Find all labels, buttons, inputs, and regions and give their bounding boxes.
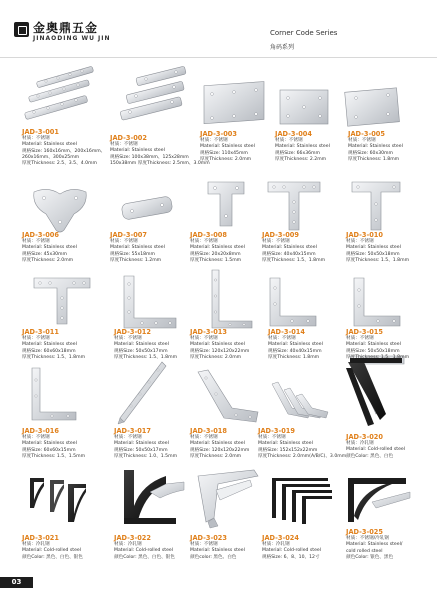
product-caption-jad-3-004 — [275, 130, 355, 163]
product-caption-jad-3-021 — [22, 534, 102, 561]
caption-line: 规格Size: 45x30mm — [22, 251, 67, 257]
caption-line: 规格Size: 60x60x18mm — [22, 348, 76, 354]
caption-line: 材质：不锈钢 — [190, 542, 218, 547]
product-code: JAD-3-025 — [346, 528, 383, 536]
product-caption-jad-3-015 — [346, 328, 426, 361]
caption-line: 材质：冷轧钢 — [114, 542, 142, 547]
product-caption-jad-3-002 — [110, 134, 210, 167]
caption-line: 规格Size: 40x40x15mm — [268, 348, 322, 354]
caption-line: 材质：不锈钢 — [22, 435, 50, 440]
product-image-jad-3-005 — [342, 84, 402, 128]
caption-line: 厚度Thickness: 2.0mm — [22, 257, 74, 263]
product-code: JAD-3-018 — [190, 427, 227, 435]
product-image-jad-3-010 — [350, 178, 402, 232]
product-code: JAD-3-003 — [200, 130, 237, 138]
caption-line: 材质：冷轧钢 — [346, 441, 374, 446]
product-code: JAD-3-009 — [262, 231, 299, 239]
product-code: JAD-3-004 — [275, 130, 312, 138]
product-code: JAD-3-008 — [190, 231, 227, 239]
brand-name-chinese: 金奥鼎五金 — [33, 21, 99, 35]
product-image-jad-3-015 — [352, 276, 402, 328]
product-image-jad-3-009 — [266, 178, 322, 232]
caption-line: 材质：不锈钢 — [110, 142, 138, 147]
caption-line: Material: Cold-rolled steel — [262, 548, 322, 554]
product-code: JAD-3-021 — [22, 534, 59, 542]
caption-line: 规格Size: 50x50x18mm — [346, 348, 400, 354]
product-image-jad-3-021 — [26, 474, 92, 526]
caption-line: Material: Stainless steel — [200, 144, 255, 150]
caption-line: 材质：不锈钢 — [258, 435, 286, 440]
caption-line: 材质：不锈钢 — [262, 239, 290, 244]
caption-line: 厚度Thickness: 1.5、1.8mm — [346, 257, 410, 263]
caption-line: 厚度Thickness: 2.0mm(A/B/C)、3.0mm — [258, 453, 347, 459]
caption-line: 规格Size: 6、8、10、12寸 — [262, 554, 320, 560]
product-image-jad-3-008 — [206, 178, 246, 230]
caption-line: 厚度Thickness: 1.0、1.5mm — [114, 453, 178, 459]
product-code: JAD-3-010 — [346, 231, 383, 239]
caption-line: 材质：冷轧钢 — [262, 542, 290, 547]
product-code: JAD-3-024 — [262, 534, 299, 542]
caption-line: 材质：不锈钢 — [22, 136, 50, 141]
caption-line: 材质：不锈钢 — [268, 336, 296, 341]
product-caption-jad-3-012 — [114, 328, 194, 361]
product-code: JAD-3-017 — [114, 427, 151, 435]
product-image-jad-3-006 — [28, 184, 92, 236]
caption-line: 材质：不锈钢 — [22, 239, 50, 244]
caption-line: 材质：不锈钢 — [22, 336, 50, 341]
caption-line: 材质：不锈钢 — [275, 138, 303, 143]
caption-line: 规格Size: 40x40x15mm — [262, 251, 316, 257]
caption-line: 厚度Thickness: 2.0mm — [190, 354, 242, 360]
product-code: JAD-3-016 — [22, 427, 59, 435]
product-image-jad-3-001 — [22, 66, 102, 124]
caption-line: 材质：不锈钢 — [110, 239, 138, 244]
caption-line: 材质：不锈钢 — [114, 336, 142, 341]
caption-line: Material: Stainless steel/ — [346, 542, 403, 548]
product-image-jad-3-011 — [32, 276, 92, 326]
caption-line: Material: Stainless steel — [258, 441, 313, 447]
caption-line: Material: Stainless steel — [190, 245, 245, 251]
product-code: JAD-3-012 — [114, 328, 151, 336]
product-image-jad-3-017 — [114, 360, 168, 426]
caption-line: 厚度Thickness: 1.5mm — [190, 257, 242, 263]
page-number: 03 — [11, 578, 22, 586]
brand-name-english: JINAODING WU JIN — [33, 35, 111, 42]
caption-line: 颜色color: 黑色、白色 — [190, 554, 237, 560]
caption-line: 260x16mm、300x25mm — [22, 154, 80, 160]
caption-line: 规格Size: 152x152x22mm — [258, 447, 318, 453]
product-image-jad-3-004 — [276, 86, 332, 128]
caption-line: Material: Stainless steel — [346, 342, 401, 348]
product-code: JAD-3-013 — [190, 328, 227, 336]
caption-line: 厚度Thickness: 1.8mm — [348, 156, 400, 162]
product-image-jad-3-012 — [122, 274, 178, 330]
product-image-jad-3-020 — [342, 350, 408, 430]
caption-line: Material: Stainless steel — [22, 142, 77, 148]
caption-line: 厚度Thickness: 2.0mm — [190, 453, 242, 459]
caption-line: Material: Stainless steel — [346, 245, 401, 251]
caption-line: 材质：不锈钢 — [114, 435, 142, 440]
caption-line: 规格Size: 100x38mm、125x28mm — [110, 154, 189, 160]
product-image-jad-3-019 — [270, 378, 330, 426]
caption-line: 150x38mm 厚度Thickness: 2.5mm、3.0mm — [110, 160, 210, 166]
caption-line: 厚度Thickness: 1.5、1.5mm — [22, 453, 86, 459]
caption-line: Material: Stainless steel — [22, 441, 77, 447]
caption-line: 材质：不锈钢 — [190, 435, 218, 440]
caption-line: Material: Stainless steel — [114, 441, 169, 447]
product-image-jad-3-014 — [268, 276, 318, 328]
product-code: JAD-3-006 — [22, 231, 59, 239]
product-caption-jad-3-013 — [190, 328, 270, 361]
product-caption-jad-3-023 — [190, 534, 270, 561]
caption-line: 厚度Thickness: 1.2mm — [110, 257, 162, 263]
product-code: JAD-3-019 — [258, 427, 295, 435]
product-code: JAD-3-001 — [22, 128, 59, 136]
product-caption-jad-3-017 — [114, 427, 194, 460]
caption-line: 颜色Color: 黑色、白色、银色 — [114, 554, 175, 560]
product-code: JAD-3-015 — [346, 328, 383, 336]
product-caption-jad-3-024 — [262, 534, 342, 561]
product-caption-jad-3-003 — [200, 130, 280, 163]
caption-line: 厚度Thickness: 2.5、3.5、4.0mm — [22, 161, 97, 167]
caption-line: 厚度Thickness: 1.5、1.8mm — [262, 257, 326, 263]
caption-line: 材质：不锈钢 — [190, 336, 218, 341]
caption-line: 规格Size: 110x45mm — [200, 150, 248, 156]
product-caption-jad-3-020 — [346, 433, 426, 460]
caption-line: 材质：不锈钢 — [346, 239, 374, 244]
caption-line: Material: Stainless steel — [190, 342, 245, 348]
caption-line: 厚度Thickness: 1.5、1.8mm — [22, 354, 86, 360]
caption-line: cold rolled steel — [346, 548, 383, 554]
product-image-jad-3-024 — [268, 474, 334, 526]
product-image-jad-3-025 — [342, 472, 412, 526]
caption-line: Material: Stainless steel — [190, 548, 245, 554]
product-code: JAD-3-023 — [190, 534, 227, 542]
caption-line: 规格Size: 60x60x15mm — [22, 447, 76, 453]
product-caption-jad-3-014 — [268, 328, 348, 361]
caption-line: 材质：冷轧钢 — [22, 542, 50, 547]
caption-line: 厚度Thickness: 2.0mm — [200, 156, 252, 162]
series-title-chinese: 角码系列 — [270, 44, 295, 51]
caption-line: Material: Stainless steel — [22, 245, 77, 251]
caption-line: 颜色Color: 黑色、白色、银色 — [22, 554, 83, 560]
product-caption-jad-3-006 — [22, 231, 102, 264]
product-caption-jad-3-005 — [348, 130, 428, 163]
product-code: JAD-3-002 — [110, 134, 147, 142]
product-code: JAD-3-022 — [114, 534, 151, 542]
caption-line: Material: Stainless steel — [190, 441, 245, 447]
caption-line: Material: Cold-rolled steel — [22, 548, 82, 554]
caption-line: 厚度Thickness: 1.5、1.8mm — [346, 354, 410, 360]
caption-line: 规格Size: 55x18mm — [110, 251, 155, 257]
caption-line: 厚度Thickness: 1.8mm — [268, 354, 320, 360]
series-title-english: Corner Code Series — [270, 29, 338, 37]
caption-line: 厚度Thickness: 2.2mm — [275, 156, 327, 162]
caption-line: 材质：不锈钢 — [190, 239, 218, 244]
caption-line: Material: Cold-rolled steel — [346, 447, 406, 453]
product-code: JAD-3-014 — [268, 328, 305, 336]
product-code: JAD-3-020 — [346, 433, 383, 441]
caption-line: Material: Cold-rolled steel — [114, 548, 174, 554]
product-caption-jad-3-011 — [22, 328, 102, 361]
caption-line: 材质：不锈钢 — [346, 336, 374, 341]
product-caption-jad-3-010 — [346, 231, 426, 264]
product-code: JAD-3-007 — [110, 231, 147, 239]
brand-logo-icon — [14, 22, 29, 37]
caption-line: 规格Size: 50x50x17mm — [114, 348, 168, 354]
caption-line: 规格Size: 160x16mm、200x16mm、 — [22, 148, 106, 154]
caption-line: Material: Stainless steel — [110, 245, 165, 251]
caption-line: 规格Size: 120x120x22mm — [190, 447, 250, 453]
caption-line: 材质：不锈钢/冷轧钢 — [346, 536, 389, 541]
product-code: JAD-3-005 — [348, 130, 385, 138]
product-caption-jad-3-019 — [258, 427, 347, 460]
caption-line: Material: Stainless steel — [114, 342, 169, 348]
product-image-jad-3-003 — [200, 82, 268, 128]
product-caption-jad-3-007 — [110, 231, 190, 264]
caption-line: Material: Stainless steel — [262, 245, 317, 251]
caption-line: 规格Size: 50x50x17mm — [114, 447, 168, 453]
product-caption-jad-3-022 — [114, 534, 194, 561]
product-image-jad-3-013 — [210, 268, 254, 330]
caption-line: 颜色Color: 银色、黑色 — [346, 554, 394, 560]
product-image-jad-3-016 — [30, 366, 78, 422]
caption-line: Material: Stainless steel — [22, 342, 77, 348]
product-caption-jad-3-016 — [22, 427, 102, 460]
caption-line: 材质：不锈钢 — [200, 138, 228, 143]
caption-line: 材质：不锈钢 — [348, 138, 376, 143]
caption-line: 规格Size: 66x36mm — [275, 150, 320, 156]
product-caption-jad-3-001 — [22, 128, 106, 167]
caption-line: 厚度Thickness: 1.5、1.8mm — [114, 354, 178, 360]
caption-line: 规格Size: 120x120x22mm — [190, 348, 250, 354]
product-caption-jad-3-025 — [346, 528, 426, 561]
caption-line: Material: Stainless steel — [275, 144, 330, 150]
product-image-jad-3-018 — [196, 368, 260, 424]
page-header — [0, 0, 437, 58]
caption-line: Material: Stainless steel — [268, 342, 323, 348]
product-image-jad-3-007 — [118, 194, 176, 222]
product-image-jad-3-022 — [114, 466, 186, 530]
caption-line: 颜色Color: 黑色、白色 — [346, 453, 394, 459]
product-image-jad-3-023 — [194, 466, 264, 530]
header-divider — [0, 57, 437, 58]
product-image-jad-3-002 — [116, 66, 196, 124]
product-caption-jad-3-009 — [262, 231, 342, 264]
caption-line: Material: Stainless steel — [348, 144, 403, 150]
caption-line: 规格Size: 20x20x8mm — [190, 251, 241, 257]
caption-line: 规格Size: 50x50x18mm — [346, 251, 400, 257]
caption-line: Material: Stainless steel — [110, 148, 165, 154]
caption-line: 规格Size: 60x30mm — [348, 150, 393, 156]
product-code: JAD-3-011 — [22, 328, 59, 336]
product-caption-jad-3-008 — [190, 231, 270, 264]
